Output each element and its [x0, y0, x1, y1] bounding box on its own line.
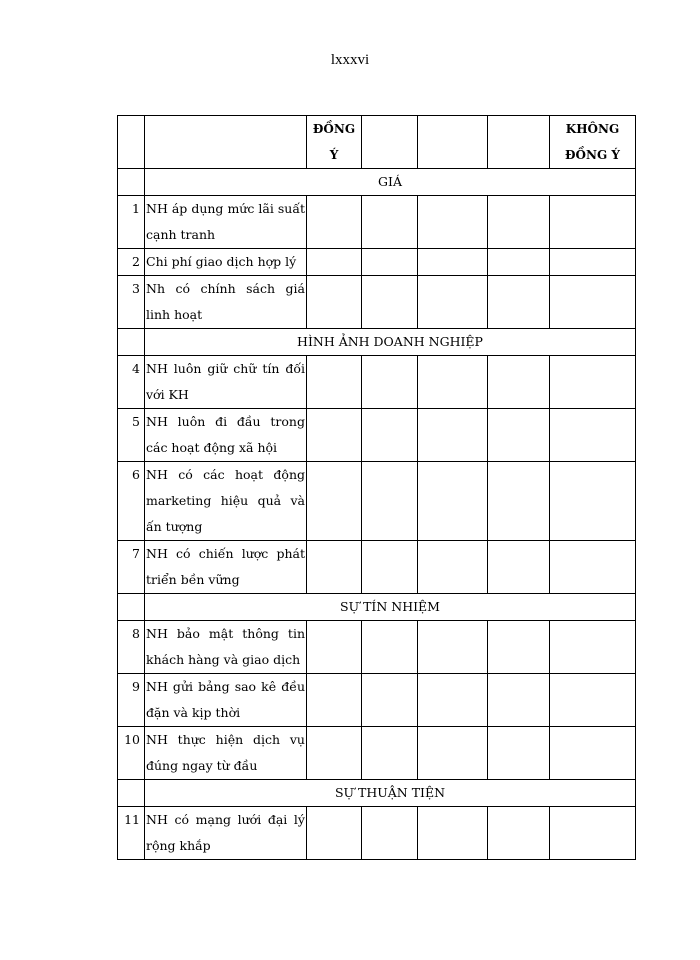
rating-cell[interactable]: [307, 276, 362, 329]
rating-cell[interactable]: [307, 541, 362, 594]
rating-cell[interactable]: [550, 621, 636, 674]
rating-cell[interactable]: [550, 409, 636, 462]
header-cell-number: [118, 116, 145, 169]
header-row: [118, 116, 636, 169]
rating-cell[interactable]: [418, 249, 488, 276]
rating-cell[interactable]: [550, 807, 636, 860]
rating-cell[interactable]: [362, 674, 418, 727]
rating-cell[interactable]: [307, 356, 362, 409]
section-row: [118, 169, 636, 196]
item-number: 11: [118, 807, 145, 860]
page-number: lxxxvi: [330, 52, 370, 68]
item-statement: NH gửi bảng sao kê đều đặn và kịp thời: [145, 674, 307, 727]
rating-cell[interactable]: [550, 674, 636, 727]
rating-cell[interactable]: [550, 249, 636, 276]
item-statement: Chi phí giao dịch hợp lý: [145, 249, 307, 276]
rating-cell[interactable]: [418, 674, 488, 727]
item-number: 3: [118, 276, 145, 329]
rating-cell[interactable]: [418, 196, 488, 249]
rating-cell[interactable]: [488, 196, 550, 249]
header-cell-scale-4: [488, 116, 550, 169]
rating-cell[interactable]: [362, 807, 418, 860]
rating-cell[interactable]: [550, 727, 636, 780]
rating-cell[interactable]: [418, 807, 488, 860]
section-row: [118, 594, 636, 621]
rating-cell[interactable]: [307, 196, 362, 249]
rating-cell[interactable]: [550, 196, 636, 249]
rating-cell[interactable]: [418, 727, 488, 780]
rating-cell[interactable]: [550, 356, 636, 409]
rating-cell[interactable]: [418, 276, 488, 329]
table-row: [118, 249, 636, 276]
rating-cell[interactable]: [307, 807, 362, 860]
table-row: [118, 621, 636, 674]
table-row: [118, 807, 636, 860]
rating-cell[interactable]: [362, 541, 418, 594]
rating-cell[interactable]: [488, 462, 550, 541]
rating-cell[interactable]: [488, 541, 550, 594]
header-disagree: KHÔNG ĐỒNG Ý: [550, 116, 636, 169]
table-row: [118, 462, 636, 541]
item-statement: NH thực hiện dịch vụ đúng ngay từ đầu: [145, 727, 307, 780]
rating-cell[interactable]: [488, 621, 550, 674]
rating-cell[interactable]: [362, 249, 418, 276]
item-statement: NH bảo mật thông tin khách hàng và giao dịch: [145, 621, 307, 674]
rating-cell[interactable]: [418, 356, 488, 409]
table-row: [118, 674, 636, 727]
rating-cell[interactable]: [418, 409, 488, 462]
rating-cell[interactable]: [307, 249, 362, 276]
rating-cell[interactable]: [550, 462, 636, 541]
section-row: [118, 329, 636, 356]
survey-table: [117, 115, 636, 860]
rating-cell[interactable]: [418, 462, 488, 541]
header-cell-statement: [145, 116, 307, 169]
rating-cell[interactable]: [418, 621, 488, 674]
item-number: 7: [118, 541, 145, 594]
section-title: HÌNH ẢNH DOANH NGHIỆP: [145, 329, 636, 356]
item-number: 2: [118, 249, 145, 276]
rating-cell[interactable]: [362, 621, 418, 674]
rating-cell[interactable]: [488, 674, 550, 727]
header-agree: ĐỒNG Ý: [307, 116, 362, 169]
rating-cell[interactable]: [307, 727, 362, 780]
item-number: 1: [118, 196, 145, 249]
item-statement: NH luôn đi đầu trong các hoạt động xã hội: [145, 409, 307, 462]
table-row: [118, 356, 636, 409]
table-row: [118, 196, 636, 249]
item-statement: NH có chiến lược phát triển bền vững: [145, 541, 307, 594]
rating-cell[interactable]: [307, 621, 362, 674]
table-row: [118, 541, 636, 594]
item-statement: Nh có chính sách giá linh hoạt: [145, 276, 307, 329]
rating-cell[interactable]: [307, 674, 362, 727]
section-title: SỰ TÍN NHIỆM: [145, 594, 636, 621]
item-number: 8: [118, 621, 145, 674]
rating-cell[interactable]: [362, 196, 418, 249]
item-number: 5: [118, 409, 145, 462]
rating-cell[interactable]: [488, 807, 550, 860]
rating-cell[interactable]: [488, 409, 550, 462]
item-statement: NH luôn giữ chữ tín đối với KH: [145, 356, 307, 409]
rating-cell[interactable]: [362, 727, 418, 780]
item-statement: NH có mạng lưới đại lý rộng khắp: [145, 807, 307, 860]
header-cell-scale-2: [362, 116, 418, 169]
rating-cell[interactable]: [362, 276, 418, 329]
rating-cell[interactable]: [362, 356, 418, 409]
item-number: 4: [118, 356, 145, 409]
item-number: 6: [118, 462, 145, 541]
header-cell-scale-3: [418, 116, 488, 169]
table-row: [118, 276, 636, 329]
section-title: GIÁ: [145, 169, 636, 196]
table-row: [118, 727, 636, 780]
section-title: SỰ THUẬN TIỆN: [145, 780, 636, 807]
rating-cell[interactable]: [362, 409, 418, 462]
rating-cell[interactable]: [488, 249, 550, 276]
table-row: [118, 409, 636, 462]
section-row: [118, 780, 636, 807]
item-statement: NH có các hoạt động marketing hiệu quả và ấn tượng: [145, 462, 307, 541]
rating-cell[interactable]: [488, 276, 550, 329]
rating-cell[interactable]: [550, 276, 636, 329]
rating-cell[interactable]: [488, 727, 550, 780]
item-number: 10: [118, 727, 145, 780]
rating-cell[interactable]: [488, 356, 550, 409]
rating-cell[interactable]: [362, 462, 418, 541]
rating-cell[interactable]: [307, 462, 362, 541]
item-statement: NH áp dụng mức lãi suất cạnh tranh: [145, 196, 307, 249]
rating-cell[interactable]: [307, 409, 362, 462]
rating-cell[interactable]: [550, 541, 636, 594]
item-number: 9: [118, 674, 145, 727]
rating-cell[interactable]: [418, 541, 488, 594]
